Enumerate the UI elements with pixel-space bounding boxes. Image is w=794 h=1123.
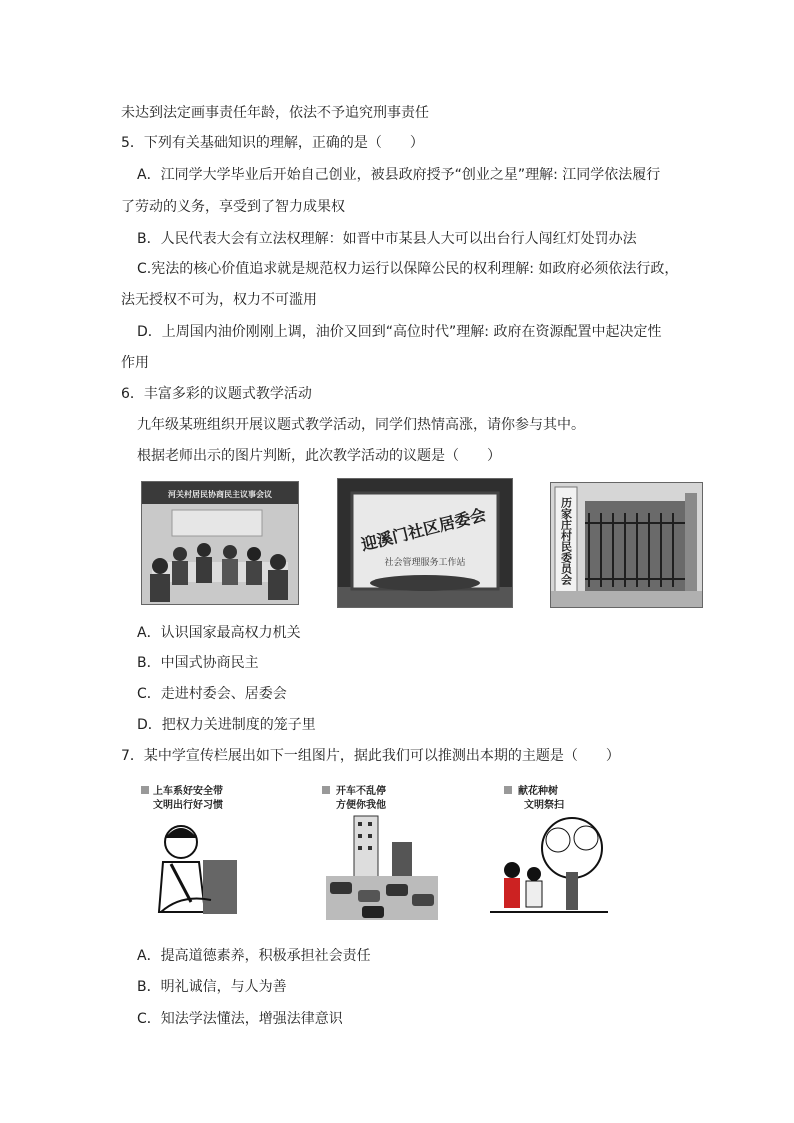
service-station-text: 社会管理服务工作站 xyxy=(384,558,466,568)
q5-option-d-cont: 作用 xyxy=(121,355,149,371)
q6-option-a: A．认识国家最高权力机关 xyxy=(137,625,301,641)
question-5: 5．下列有关基础知识的理解，正确的是（ ） xyxy=(121,135,424,151)
parking-poster xyxy=(322,782,442,924)
parking-caption-1: 开车不乱停 xyxy=(336,786,386,797)
seatbelt-caption-2: 文明出行好习惯 xyxy=(153,800,223,811)
tree-caption-1: 献花种树 xyxy=(518,786,558,797)
q7-option-a: A．提高道德素养，积极承担社会责任 xyxy=(137,948,371,964)
meeting-photo xyxy=(141,481,299,605)
tree-planting-poster xyxy=(488,782,610,924)
parking-caption-2: 方便你我他 xyxy=(336,800,386,811)
q7-option-b: B．明礼诚信，与人为善 xyxy=(137,979,287,995)
community-sign-text: 迎溪门社区居委会 xyxy=(359,504,489,555)
text-line: 未达到法定画事责任年龄，依法不予追究刑事责任 xyxy=(121,105,429,121)
q6-paragraph-2: 根据老师出示的图片判断，此次教学活动的议题是（ ） xyxy=(137,448,501,464)
q5-option-d: D．上周国内油价刚刚上调，油价又回到“高位时代”理解: 政府在资源配置中起决定性 xyxy=(137,324,662,340)
q5-option-c: C.宪法的核心价值追求就是规范权力运行以保障公民的权利理解: 如政府必须依法行政， xyxy=(137,261,679,277)
q5-option-b: B．人民代表大会有立法权理解：如晋中市某县人大可以出台行人闯红灯处罚办法 xyxy=(137,231,637,247)
question-6: 6．丰富多彩的议题式教学活动 xyxy=(121,386,312,402)
tree-caption-2: 文明祭扫 xyxy=(524,800,564,811)
q5-option-a: A．江同学大学毕业后开始自己创业，被县政府授予“创业之星”理解: 江同学依法履行 xyxy=(137,167,661,183)
community-sign-photo xyxy=(337,478,513,608)
q6-option-d: D．把权力关进制度的笼子里 xyxy=(137,717,316,733)
q5-option-c-cont: 法无授权不可为，权力不可滥用 xyxy=(121,292,317,308)
q7-option-c: C．知法学法懂法，增强法律意识 xyxy=(137,1011,343,1027)
meeting-banner-text: 河关村居民协商民主议事会议 xyxy=(168,490,272,499)
q5-option-a-cont: 了劳动的义务，享受到了智力成果权 xyxy=(121,199,345,215)
q6-paragraph-1: 九年级某班组织开展议题式教学活动，同学们热情高涨，请你参与其中。 xyxy=(137,417,585,433)
seatbelt-poster xyxy=(141,782,261,924)
village-sign-text: 历家庄村民委员会 xyxy=(559,497,573,585)
q6-option-c: C．走进村委会、居委会 xyxy=(137,686,287,702)
q6-option-b: B．中国式协商民主 xyxy=(137,655,259,671)
seatbelt-caption-1: 上车系好安全带 xyxy=(153,786,223,797)
question-7: 7．某中学宣传栏展出如下一组图片，据此我们可以推测出本期的主题是（ ） xyxy=(121,748,620,764)
village-committee-photo xyxy=(550,482,703,608)
